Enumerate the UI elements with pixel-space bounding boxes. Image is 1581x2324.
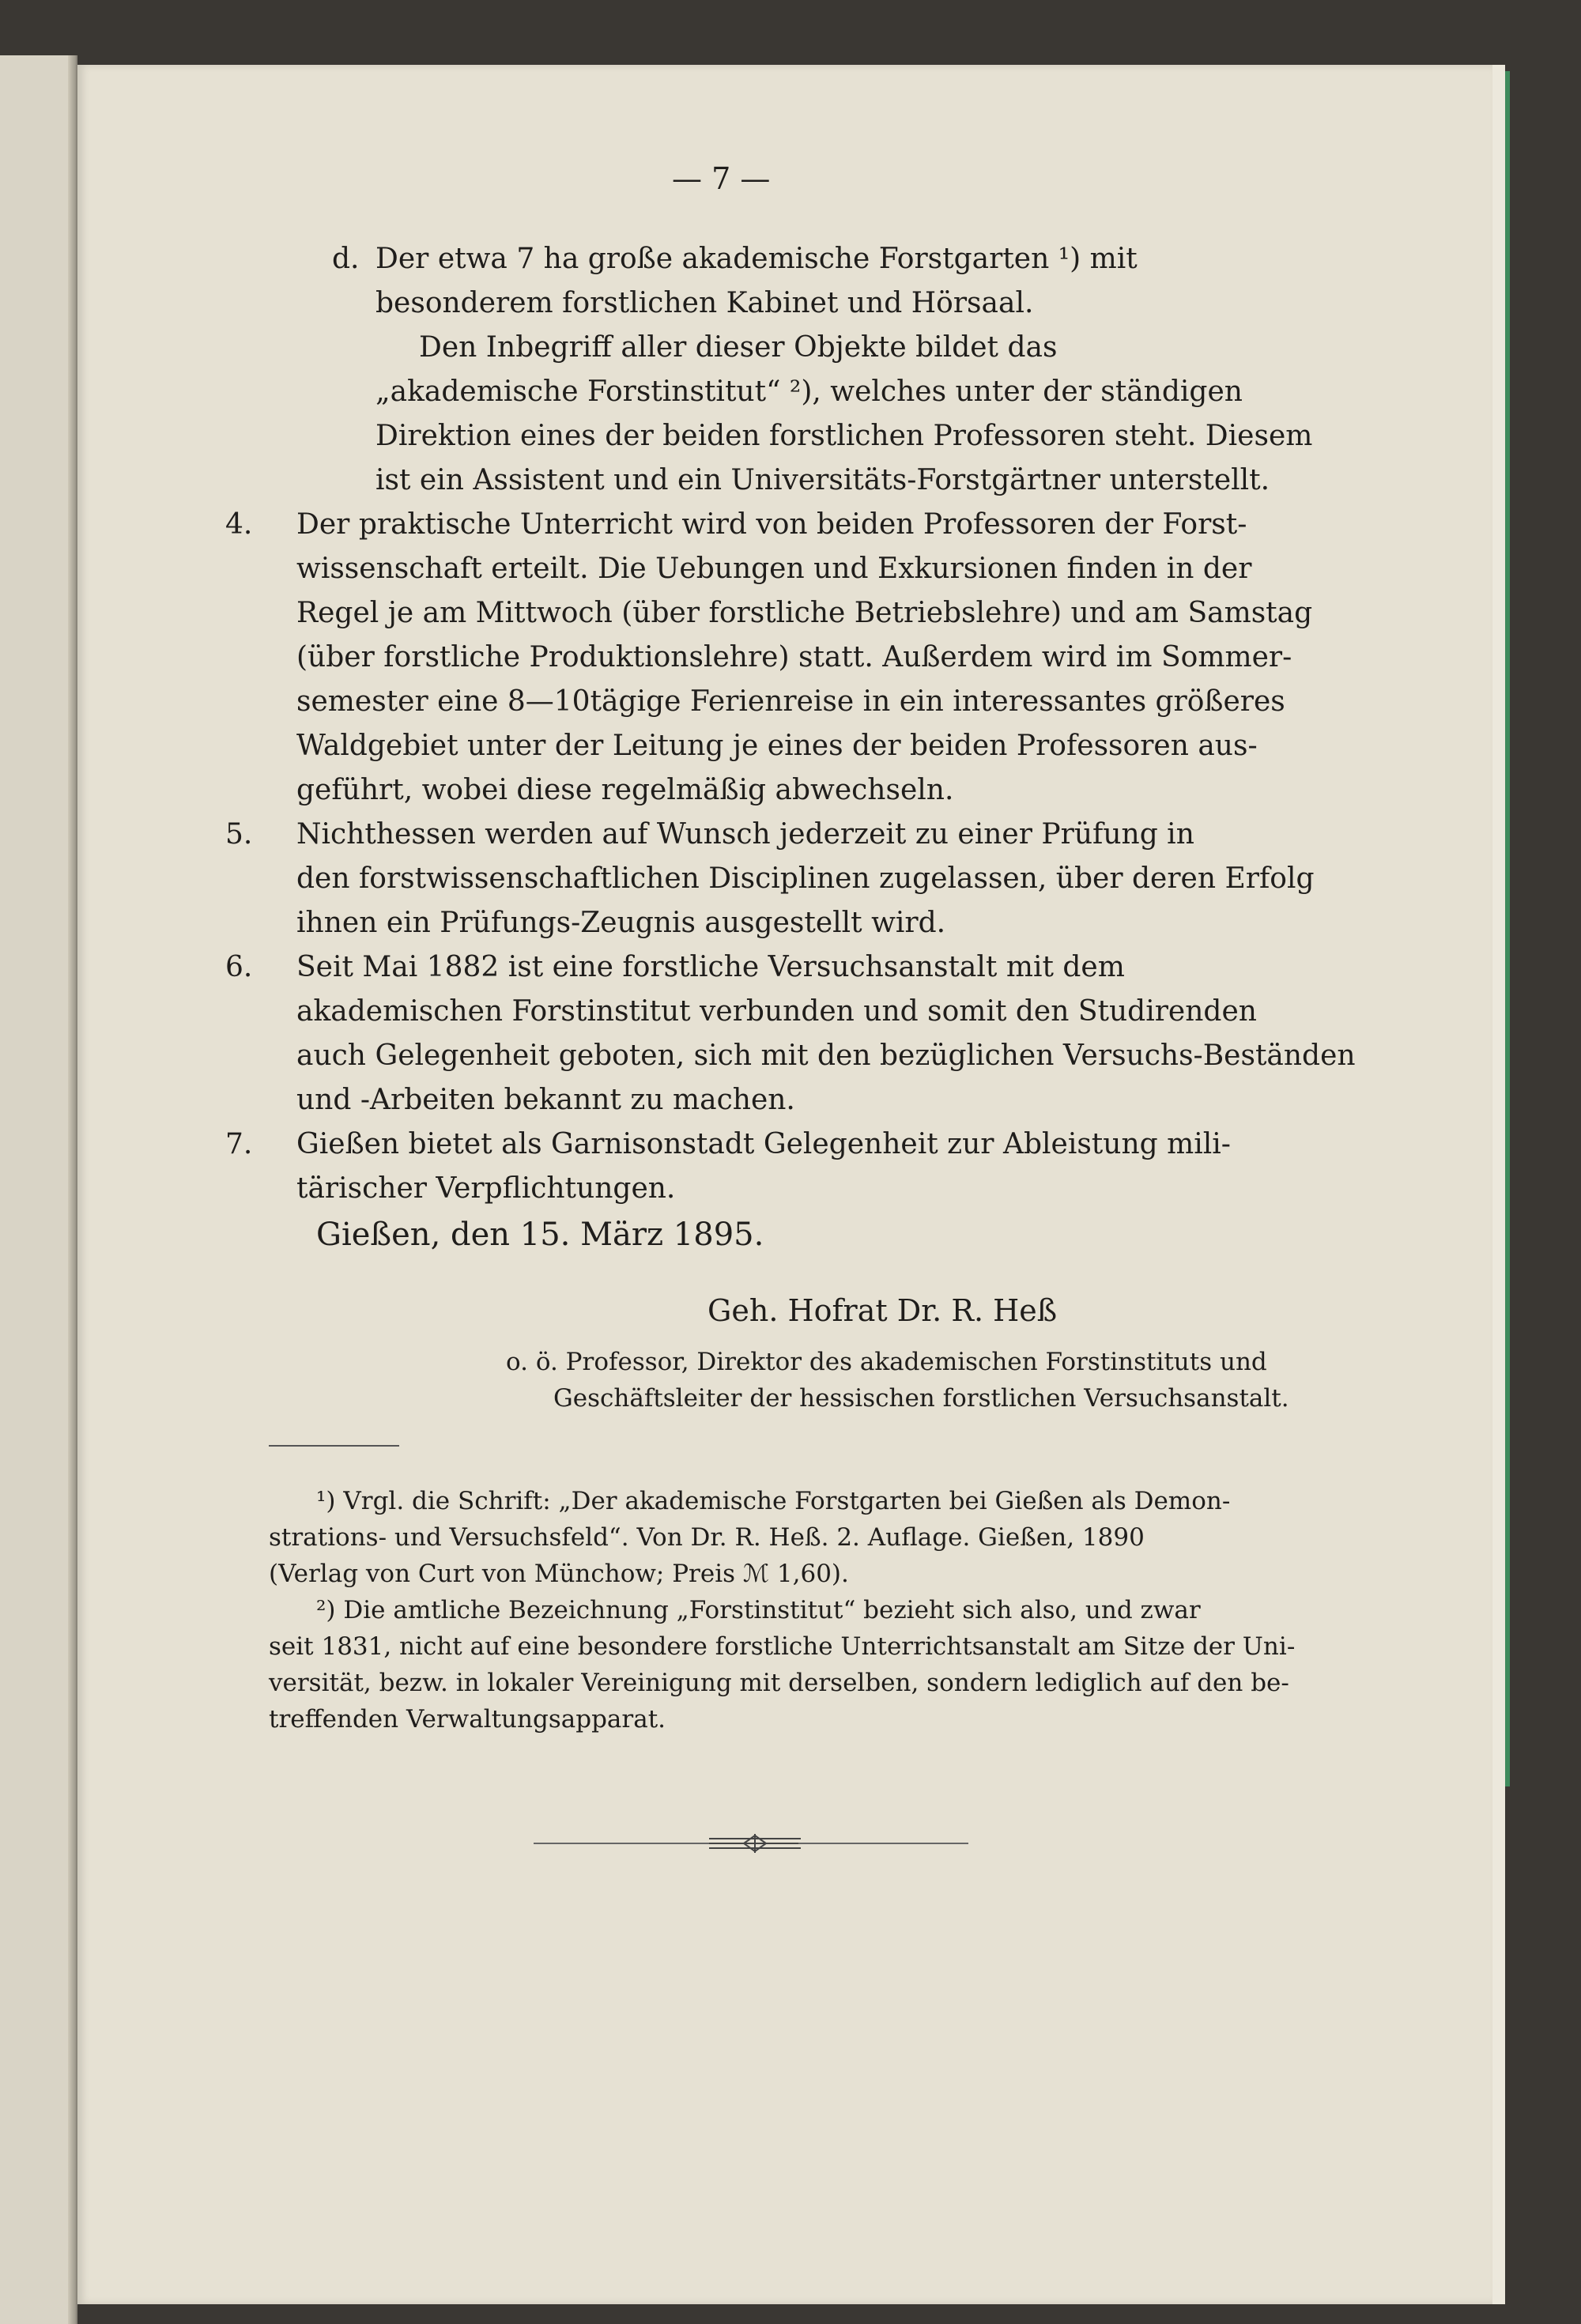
footnote-line: seit 1831, nicht auf eine besondere forstliche Unterrichtsanstalt am Sitze der Uni- <box>269 1632 1296 1661</box>
item-line: auch Gelegenheit geboten, sich mit den bezüglichen Versuchs-Beständen <box>296 1039 1356 1072</box>
paragraph-line: ist ein Assistent und ein Universitäts-Forstgärtner unterstellt. <box>375 464 1270 496</box>
item-line: und -Arbeiten bekannt zu machen. <box>296 1084 795 1116</box>
signature-name: Geh. Hofrat Dr. R. Heß <box>707 1293 1058 1328</box>
item-number: 7. <box>225 1128 253 1160</box>
item-number: 5. <box>225 818 253 851</box>
signature-title: o. ö. Professor, Direktor des akademischen Forstinstituts und <box>506 1348 1267 1376</box>
footnote-line: strations- und Versuchsfeld“. Von Dr. R. Heß. 2. Auflage. Gießen, 1890 <box>269 1523 1145 1552</box>
left-page-edge <box>0 55 77 2324</box>
item-line: Waldgebiet unter der Leitung je eines der beiden Professoren aus- <box>296 730 1258 762</box>
item-line: Der praktische Unterricht wird von beiden Professoren der Forst- <box>296 508 1247 541</box>
ornament-line-right <box>798 1843 968 1844</box>
item-line: Seit Mai 1882 ist eine forstliche Versuchsanstalt mit dem <box>296 951 1125 983</box>
paragraph-line: „akademische Forstinstitut“ ²), welches unter der ständigen <box>375 375 1243 408</box>
item-number: 4. <box>225 508 253 541</box>
footnote-rule <box>269 1445 399 1447</box>
item-line: Regel je am Mittwoch (über forstliche Betriebslehre) und am Samstag <box>296 597 1313 629</box>
footnote-line: (Verlag von Curt von Münchow; Preis ℳ 1,60). <box>269 1560 849 1588</box>
item-line: geführt, wobei diese regelmäßig abwechseln. <box>296 774 954 806</box>
item-line: den forstwissenschaftlichen Disciplinen zugelassen, über deren Erfolg <box>296 862 1315 895</box>
item-line: (über forstliche Produktionslehre) statt. Außerdem wird im Sommer- <box>296 641 1292 673</box>
page-number: — 7 — <box>672 161 771 196</box>
dateline: Gießen, den 15. März 1895. <box>316 1217 764 1253</box>
footnote-line: versität, bezw. in lokaler Vereinigung mit derselben, sondern lediglich auf den be- <box>269 1669 1289 1697</box>
paragraph-line: Den Inbegriff aller dieser Objekte bildet das <box>419 331 1058 364</box>
footnote-line: treffenden Verwaltungsapparat. <box>269 1705 666 1734</box>
item-d-line: besonderem forstlichen Kabinet und Hörsaal. <box>375 287 1034 319</box>
item-label: d. <box>332 243 360 275</box>
item-line: akademischen Forstinstitut verbunden und somit den Studirenden <box>296 995 1257 1028</box>
footnote-line: ¹) Vrgl. die Schrift: „Der akademische Forstgarten bei Gießen als Demon- <box>316 1487 1231 1515</box>
ornament-line-left <box>534 1843 711 1844</box>
item-line: ihnen ein Prüfungs-Zeugnis ausgestellt wird. <box>296 907 946 939</box>
item-number: 6. <box>225 951 253 983</box>
item-line: semester eine 8—10tägige Ferienreise in ein interessantes größeres <box>296 685 1285 718</box>
item-line: Gießen bietet als Garnisonstadt Gelegenheit zur Ableistung mili- <box>296 1128 1231 1160</box>
footnote-line: ²) Die amtliche Bezeichnung „Forstinstitut“ bezieht sich also, und zwar <box>316 1596 1201 1624</box>
left-page-binding <box>68 55 76 2324</box>
item-line: Nichthessen werden auf Wunsch jederzeit zu einer Prüfung in <box>296 818 1194 851</box>
item-line: tärischer Verpflichtungen. <box>296 1172 676 1205</box>
item-d-line: Der etwa 7 ha große akademische Forstgarten ¹) mit <box>375 243 1138 275</box>
page-fore-edge <box>1492 65 1505 2304</box>
item-line: wissenschaft erteilt. Die Uebungen und Exkursionen finden in der <box>296 553 1252 585</box>
paragraph-line: Direktion eines der beiden forstlichen Professoren steht. Diesem <box>375 420 1313 452</box>
green-page-edge <box>1505 71 1510 1786</box>
end-ornament <box>707 1832 802 1854</box>
signature-title: Geschäftsleiter der hessischen forstlichen Versuchsanstalt. <box>553 1384 1289 1413</box>
